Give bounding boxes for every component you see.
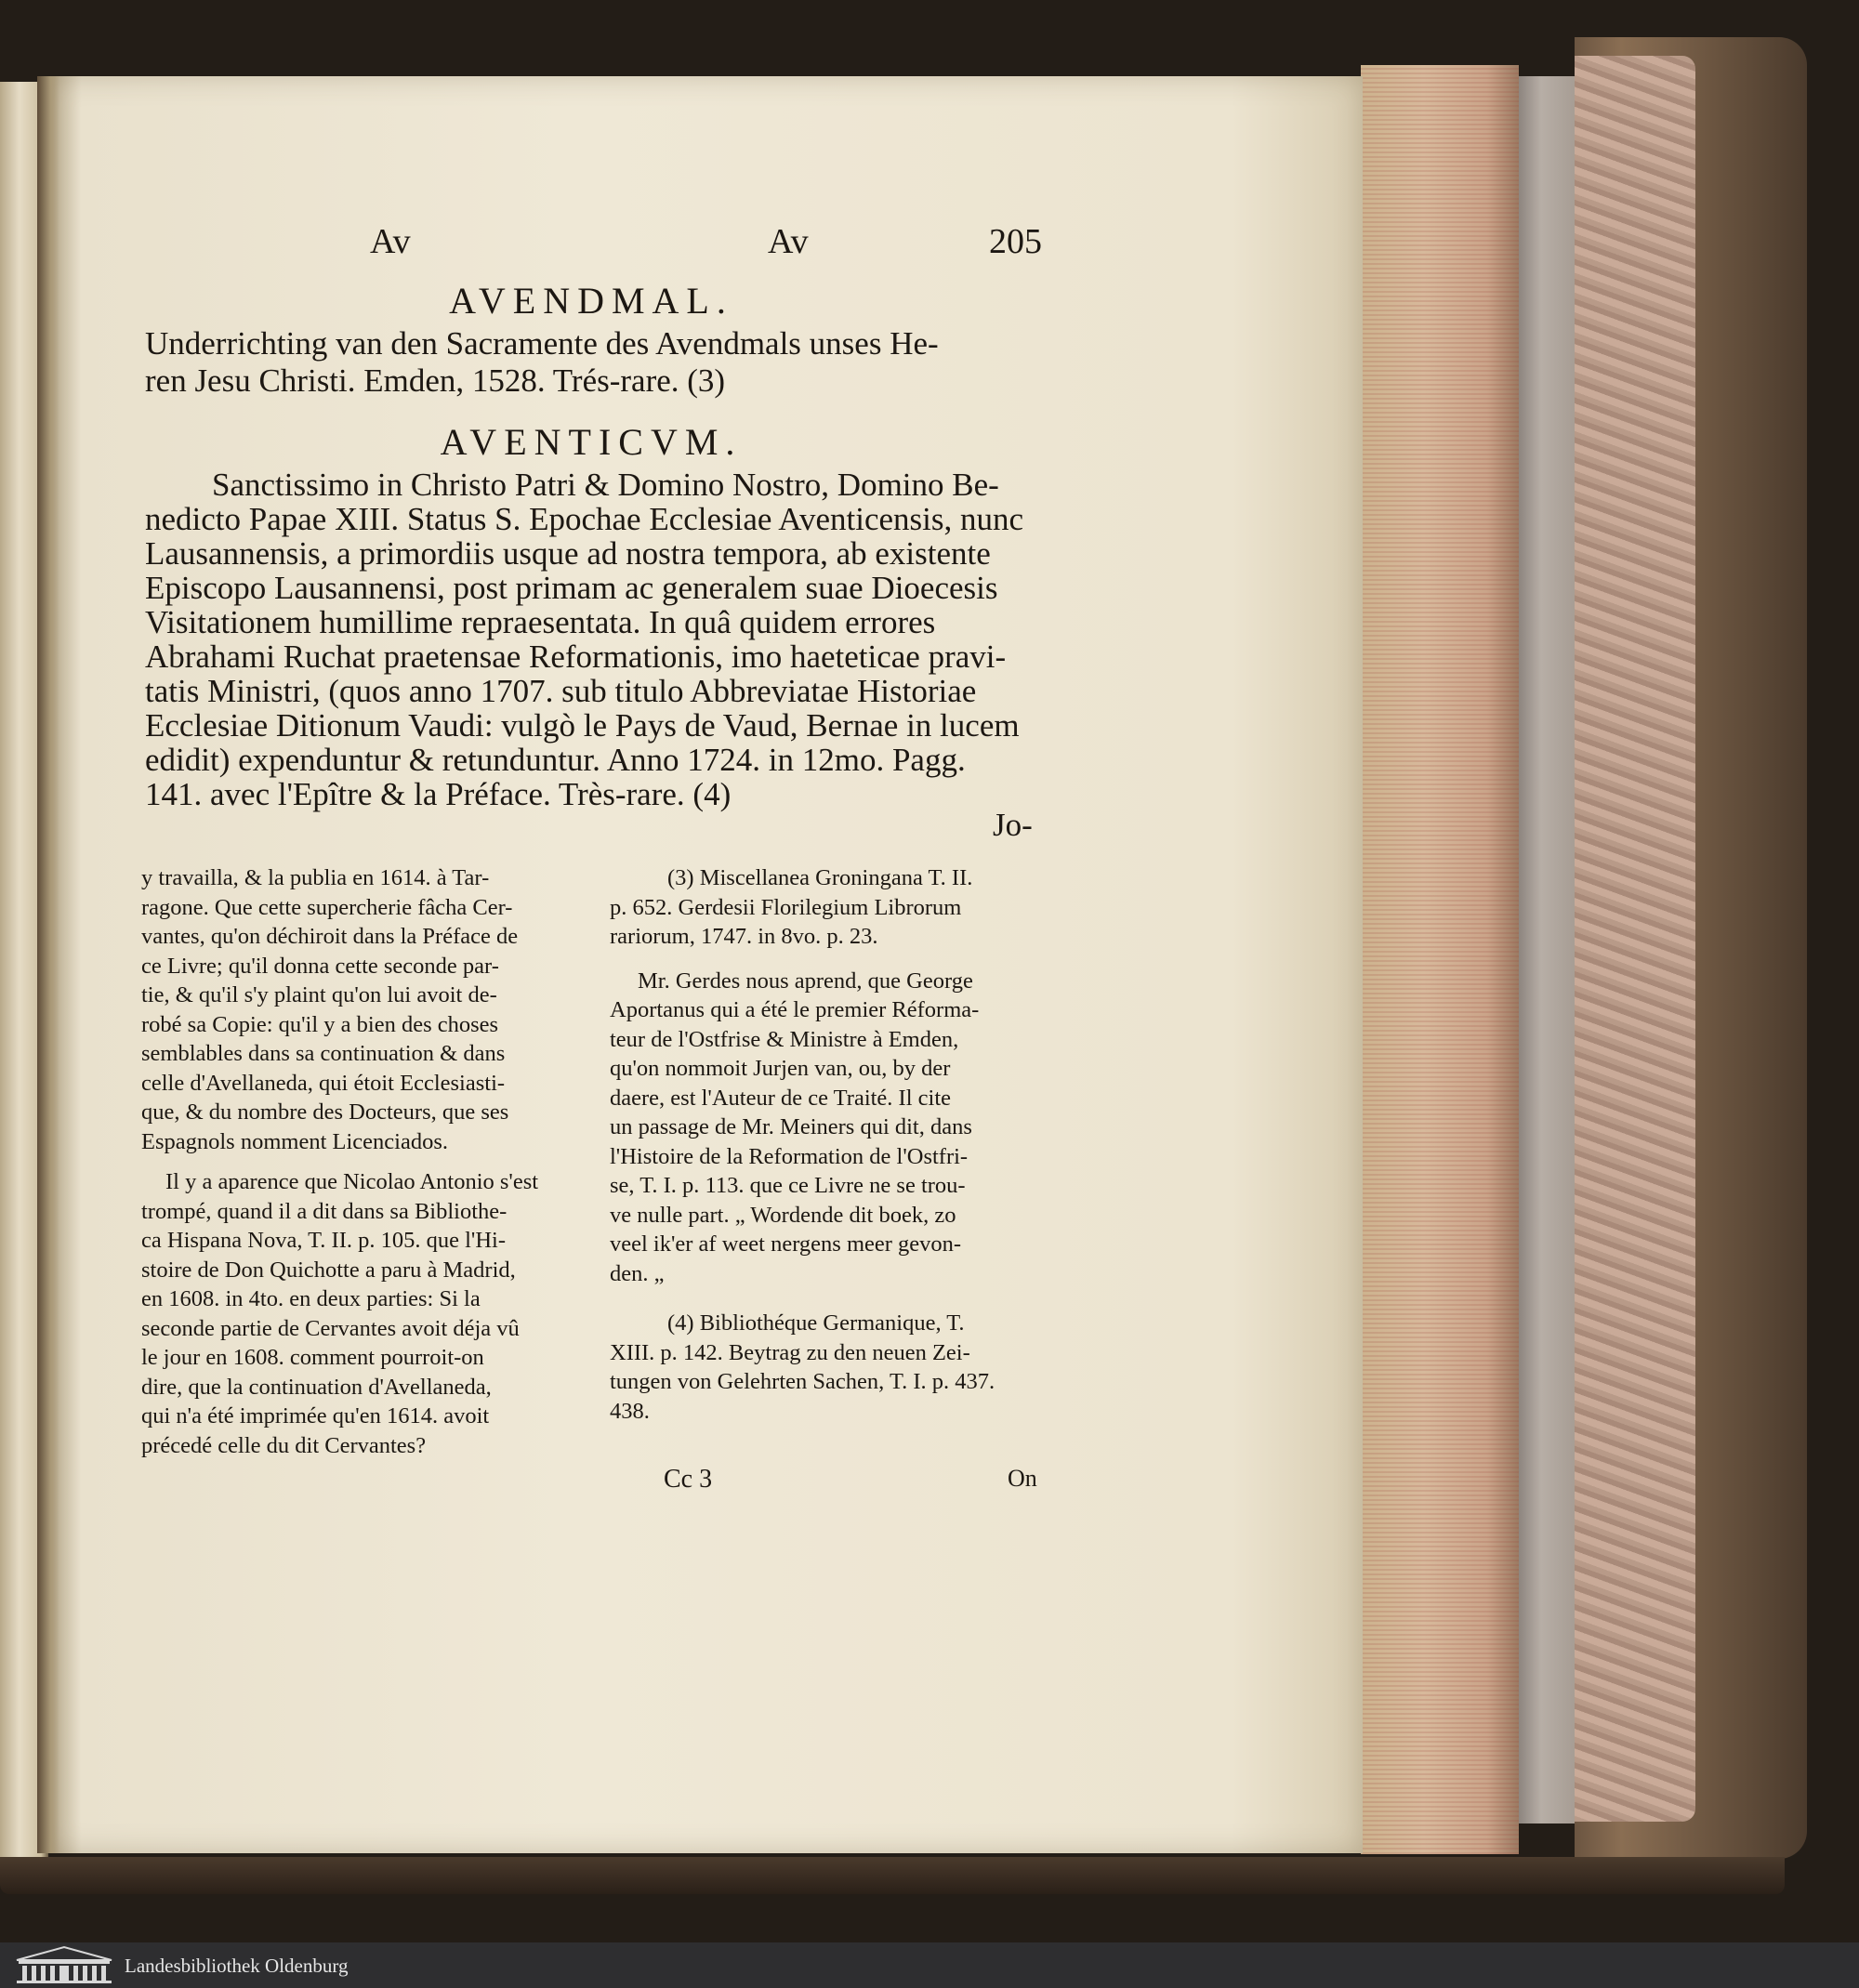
left-col-line: semblables dans sa continuation & dans — [141, 1041, 506, 1066]
left-col-line: Il y a aparence que Nicolao Antonio s'est — [165, 1169, 539, 1194]
left-column — [141, 863, 538, 1460]
right-col-line: daere, est l'Auteur de ce Traité. Il cite — [610, 1085, 952, 1111]
right-col-line: rariorum, 1747. in 8vo. p. 23. — [610, 924, 878, 949]
left-col-line: Espagnols nomment Licenciados. — [141, 1128, 448, 1154]
entry-heading-aventicum: AVENTICVM. — [440, 421, 743, 463]
library-name: Landesbibliothek Oldenburg — [125, 1955, 349, 1977]
left-col-line: le jour en 1608. comment pourroit-on — [141, 1345, 484, 1370]
entry1-line: ren Jesu Christi. Emden, 1528. Trés-rare. (3) — [145, 362, 726, 399]
left-col-line: trompé, quand il a dit dans sa Bibliothe- — [141, 1198, 508, 1224]
left-col-line: que, & du nombre des Docteurs, que ses — [141, 1099, 509, 1125]
cover-bottom — [0, 1857, 1785, 1894]
right-col-line: se, T. I. p. 113. que ce Livre ne se trou- — [610, 1173, 966, 1198]
entry2-line: edidit) expenduntur & retunduntur. Anno 1724. in 12mo. Pagg. — [145, 742, 966, 778]
running-head-center: Av — [768, 222, 809, 261]
right-column — [610, 863, 995, 1426]
catchword-on: On — [1008, 1465, 1037, 1492]
right-col-line: Aportanus qui a été le premier Réforma- — [610, 997, 980, 1022]
entry-heading-avendmal: AVENDMAL. — [449, 280, 733, 322]
catchword-jo: Jo- — [993, 807, 1033, 843]
left-col-line: précedé celle du dit Cervantes? — [141, 1432, 427, 1458]
right-col-line: tungen von Gelehrten Sachen, T. I. p. 437. — [610, 1369, 995, 1394]
entry2-line: 141. avec l'Epître & la Préface. Très-rare. (4) — [145, 776, 732, 812]
signature-mark: Cc 3 — [664, 1465, 713, 1494]
entry2-line: Abrahami Ruchat praetensae Reformationis, imo haeteticae pravi- — [145, 639, 1007, 675]
left-col-line: seconde partie de Cervantes avoit déja vû — [141, 1315, 520, 1341]
entry2-line: Visitationem humillime repraesentata. In quâ quidem errores — [145, 604, 936, 640]
left-col-line: qui n'a été imprimée qu'en 1614. avoit — [141, 1403, 490, 1428]
entry2-line: Episcopo Lausannensi, post primam ac generalem suae Dioecesis — [145, 570, 998, 606]
gutter — [37, 76, 59, 1853]
right-col-line: l'Histoire de la Reformation de l'Ostfri- — [610, 1143, 969, 1169]
right-col-line: Mr. Gerdes nous aprend, que George — [638, 968, 973, 994]
right-col-line: 438. — [610, 1398, 650, 1424]
entry1-line: Underrichting van den Sacramente des Avendmals unses He- — [145, 325, 939, 362]
left-col-line: ragone. Que cette supercherie fâcha Cer- — [141, 894, 513, 920]
right-col-line: XIII. p. 142. Beytrag zu den neuen Zei- — [610, 1339, 970, 1365]
left-col-line: robé sa Copie: qu'il y a bien des choses — [141, 1011, 499, 1037]
right-col-line: p. 652. Gerdesii Florilegium Librorum — [610, 894, 962, 920]
left-col-line: tie, & qu'il s'y plaint qu'on lui avoit de- — [141, 982, 497, 1007]
left-col-line: ce Livre; qu'il donna cette seconde par- — [141, 953, 499, 979]
left-col-line: vantes, qu'on déchiroit dans la Préface de — [141, 924, 519, 949]
board-edge — [1519, 76, 1575, 1823]
right-col-line: qu'on nommoit Jurjen van, ou, by der — [610, 1056, 951, 1081]
left-col-line: en 1608. in 4to. en deux parties: Si la — [141, 1286, 481, 1311]
left-col-line: ca Hispana Nova, T. II. p. 105. que l'Hi- — [141, 1228, 506, 1253]
fore-edge — [1361, 65, 1519, 1854]
entry2-line: nedicto Papae XIII. Status S. Epochae Ecclesiae Aventicensis, nunc — [145, 501, 1024, 537]
left-col-line: celle d'Avellaneda, qui étoit Ecclesiasti- — [141, 1070, 506, 1096]
page-number: 205 — [989, 222, 1042, 261]
right-col-line: (4) Bibliothéque Germanique, T. — [667, 1310, 965, 1336]
right-col-line: ve nulle part. „ Wordende dit boek, zo — [610, 1202, 956, 1228]
left-col-line: dire, que la continuation d'Avellaneda, — [141, 1374, 492, 1400]
right-col-line: teur de l'Ostfrise & Ministre à Emden, — [610, 1026, 959, 1052]
entry2-line: tatis Ministri, (quos anno 1707. sub titulo Abbreviatae Historiae — [145, 673, 977, 709]
entry2-line: Lausannensis, a primordiis usque ad nostra tempora, ab existente — [145, 535, 991, 572]
left-col-line: stoire de Don Quichotte a paru à Madrid, — [141, 1257, 516, 1283]
right-col-line: (3) Miscellanea Groningana T. II. — [667, 865, 973, 890]
right-col-line: den. „ — [610, 1260, 665, 1286]
left-col-line: y travailla, & la publia en 1614. à Tar- — [141, 865, 490, 890]
running-head-left: Av — [370, 222, 411, 261]
entry2-line: Ecclesiae Ditionum Vaudi: vulgò le Pays de Vaud, Bernae in lucem — [145, 707, 1020, 744]
marbled-endpaper — [1575, 56, 1695, 1822]
right-col-line: veel ik'er af weet nergens meer gevon- — [610, 1231, 962, 1257]
entry2-line: Sanctissimo in Christo Patri & Domino Nostro, Domino Be- — [212, 467, 999, 503]
library-logo-icon — [13, 1945, 115, 1984]
right-col-line: un passage de Mr. Meiners qui dit, dans — [610, 1114, 972, 1139]
